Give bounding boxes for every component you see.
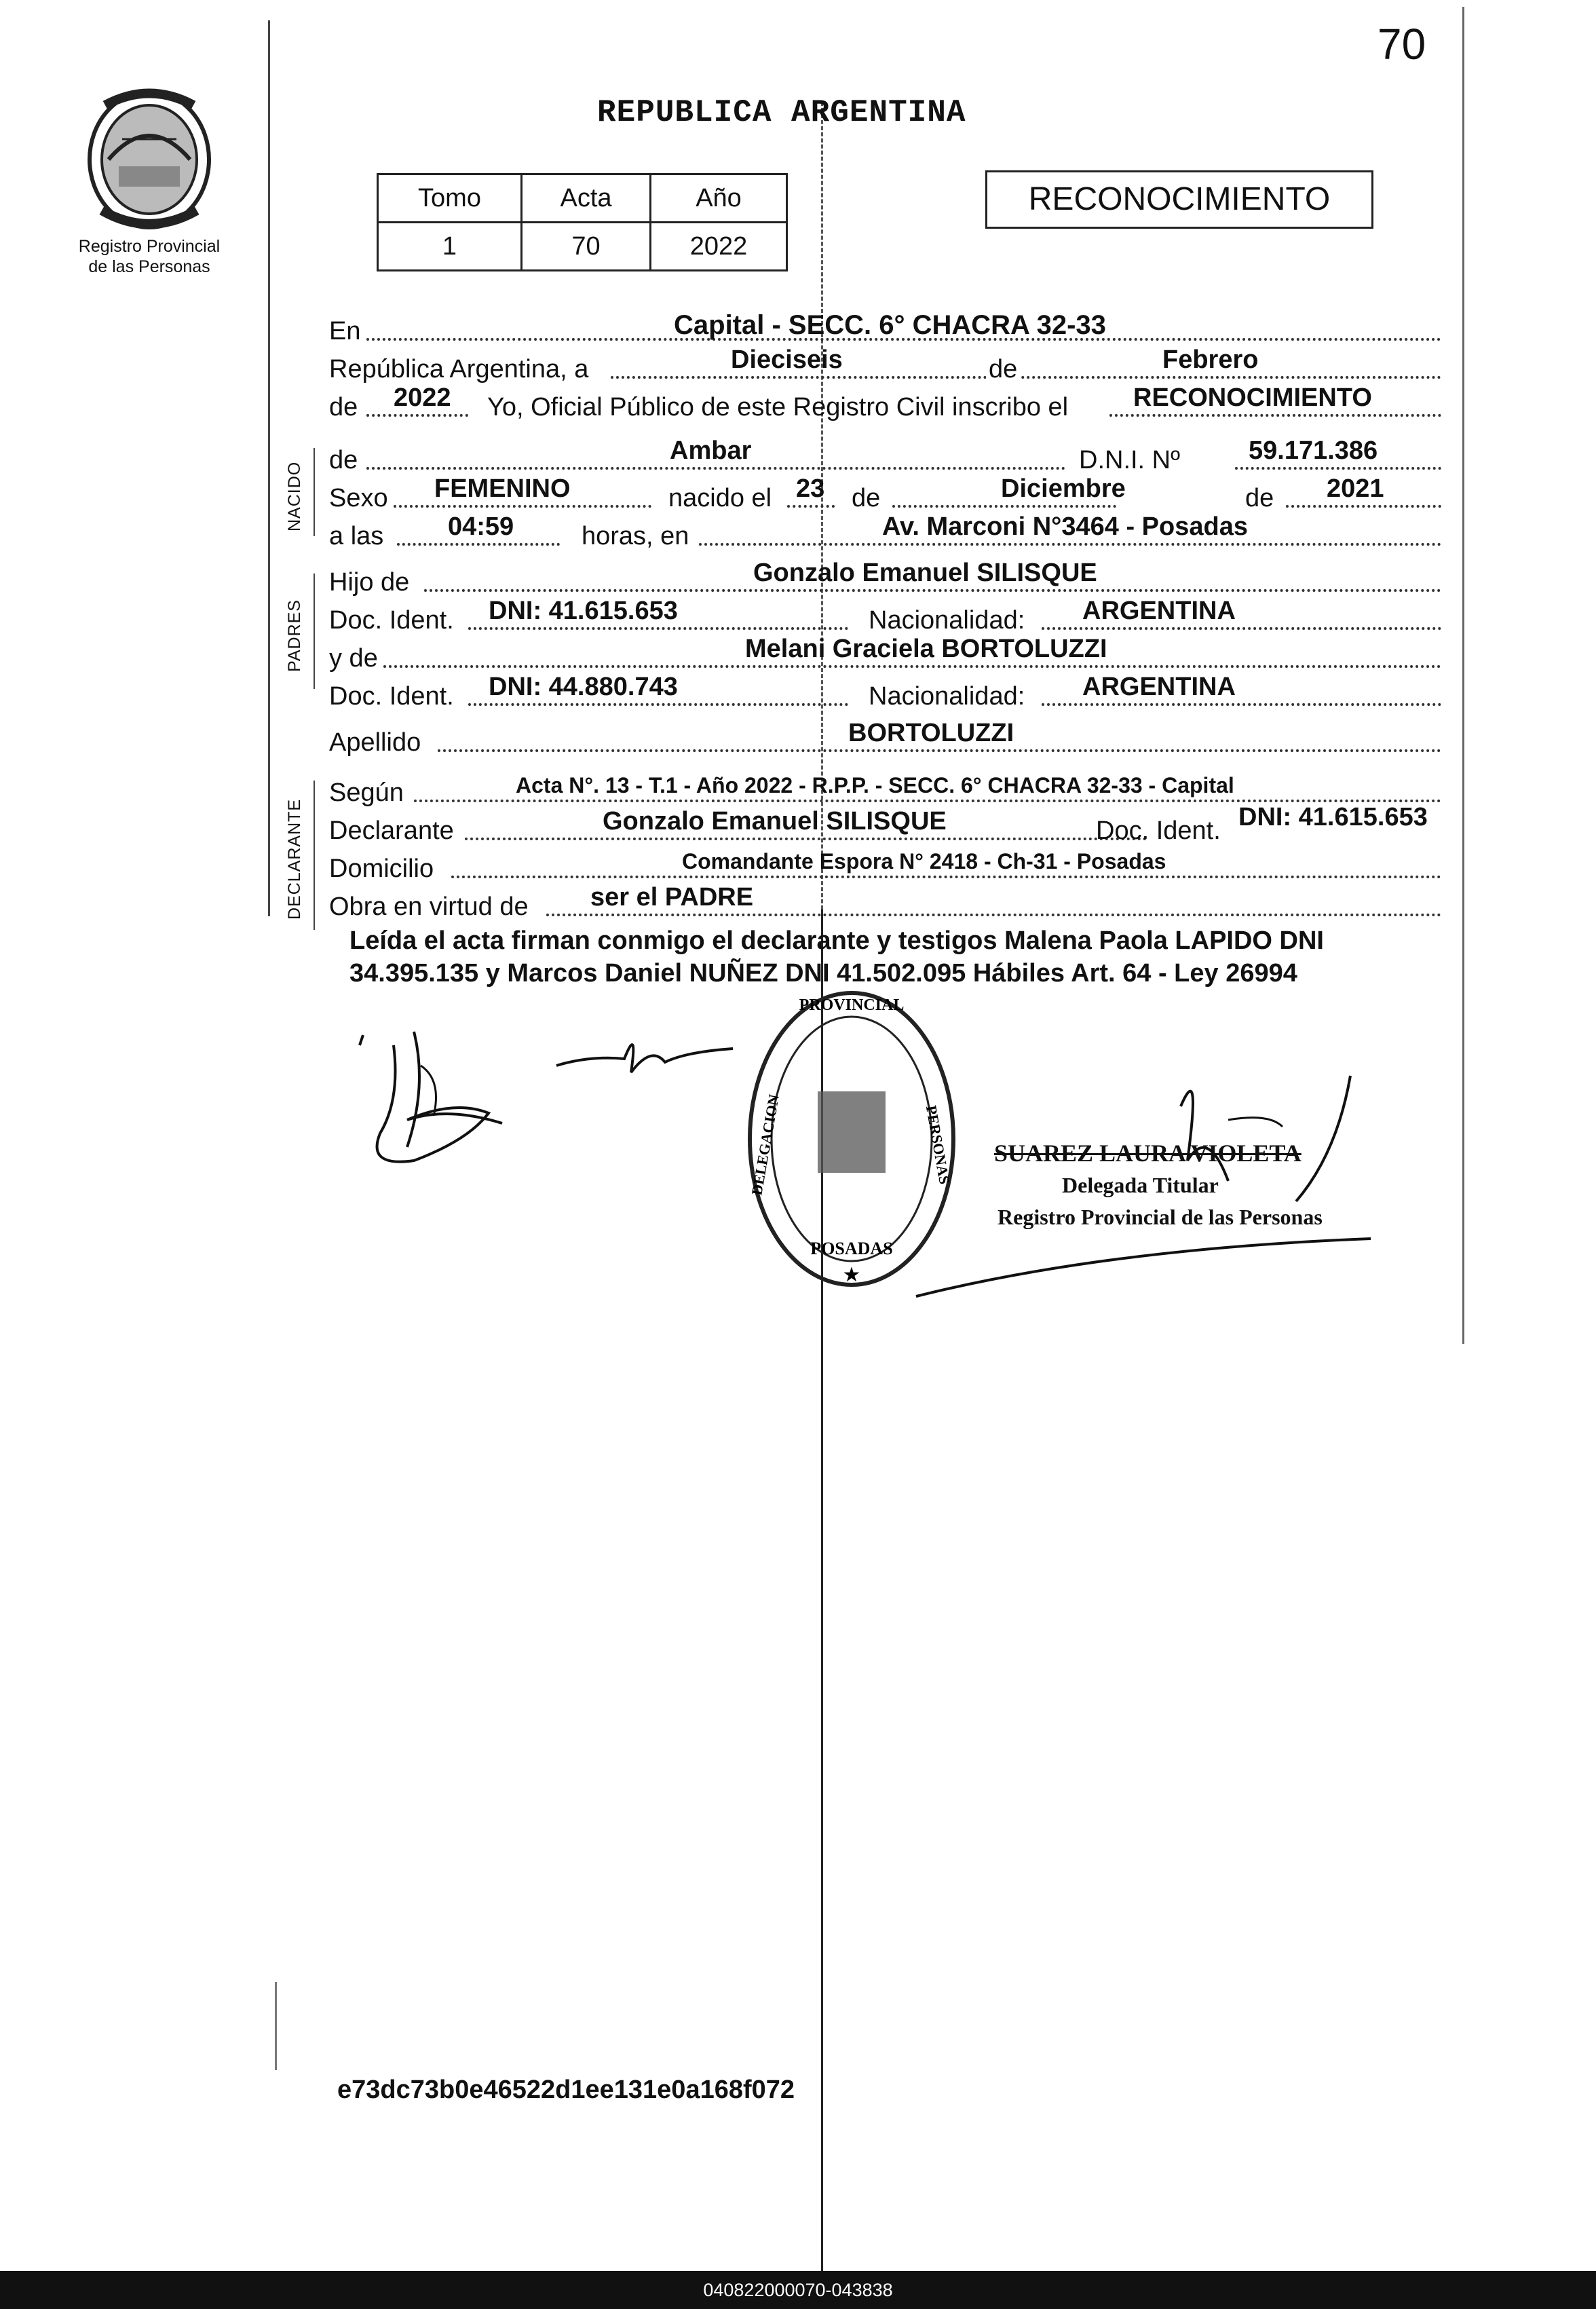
side-bracket-padres [314,574,315,689]
label-hijo-de: Hijo de [329,568,410,597]
registry-table-value-row [378,223,787,271]
dotted-line [699,543,1441,546]
value-acta: 70 [522,223,651,271]
dotted-line [1286,505,1441,508]
svg-text:★: ★ [842,1264,861,1286]
label-nacido-el: nacido el [668,484,772,512]
header-anio: Año [651,174,787,223]
dotted-line [611,376,1441,379]
svg-text:PROVINCIAL: PROVINCIAL [799,996,905,1014]
dotted-line [414,800,1441,802]
dotted-line [787,505,835,508]
dotted-line [465,838,1147,840]
value-nac-anio: 2021 [1327,474,1384,503]
value-hora: 04:59 [448,512,514,541]
page-number: 70 [1378,20,1426,69]
value-padre: Gonzalo Emanuel SILISQUE [753,559,1097,587]
value-anio: 2022 [651,223,787,271]
value-dia: Dieciseis [731,345,843,374]
label-obra: Obra en virtud de [329,893,529,921]
label-a-las: a las [329,522,384,550]
declarant-signature [353,1005,570,1188]
dotted-line [366,414,468,417]
dotted-line [892,505,1116,508]
row-fecha [329,345,1441,388]
svg-text:DELEGACION: DELEGACION [748,1093,782,1197]
label-sexo: Sexo [329,484,388,512]
row-madre-doc [329,673,1441,715]
footer-code: 040822000070-043838 [0,2271,1596,2309]
dotted-line [1042,627,1441,630]
closing-line-1: Leída el acta firman conmigo el declarante y testigos Malena Paola LAPIDO DNI [349,926,1324,955]
left-margin-line-lower [275,1982,277,2070]
svg-text:POSADAS: POSADAS [810,1239,893,1258]
value-tipo: RECONOCIMIENTO [1133,383,1372,412]
value-padre-dni: DNI: 41.615.653 [489,597,678,625]
closing-line-2: 34.395.135 y Marcos Daniel NUÑEZ DNI 41.502.095 Hábiles Art. 64 - Ley 26994 [349,959,1297,988]
label-nacionalidad-madre: Nacionalidad: [869,682,1025,711]
value-nombre: Ambar [670,436,752,465]
dotted-line [546,914,1441,916]
value-segun: Acta N°. 13 - T.1 - Año 2022 - R.P.P. - SECC. 6° CHACRA 32-33 - Capital [516,773,1234,797]
left-margin-line [268,20,270,916]
value-mes: Febrero [1162,345,1259,374]
value-madre: Melani Graciela BORTOLUZZI [745,635,1107,663]
dotted-line [366,467,1065,470]
logo-caption [58,236,241,277]
label-de-nac-anio: de [1245,484,1274,512]
document-hash: e73dc73b0e46522d1ee131e0a168f072 [337,2076,795,2104]
value-declarante-dni: DNI: 41.615.653 [1238,803,1428,831]
label-horas-en: horas, en [582,522,689,550]
value-anio: 2022 [394,383,451,412]
header-tomo: Tomo [378,174,522,223]
row-nombre [329,436,1441,479]
value-domicilio: Comandante Espora N° 2418 - Ch-31 - Posadas [682,849,1166,874]
page-title: REPUBLICA ARGENTINA [597,95,966,130]
side-bracket-nacido [314,448,315,536]
dotted-line [397,543,560,546]
value-apellido: BORTOLUZZI [848,719,1014,747]
row-madre [329,635,1441,677]
value-sexo: FEMENINO [434,474,571,503]
dotted-line [1109,414,1441,417]
right-margin-line [1462,7,1464,1344]
official-office: Registro Provincial de las Personas [998,1205,1323,1229]
value-madre-nac: ARGENTINA [1082,673,1236,701]
registry-table [377,173,788,271]
official-stamp [743,983,960,1295]
dotted-line [424,589,1441,592]
act-type-box: RECONOCIMIENTO [985,170,1373,229]
logo-caption-line1: Registro Provincial [78,237,221,256]
label-declarante: Declarante [329,816,454,845]
value-nac-dia: 23 [796,474,825,503]
label-domicilio: Domicilio [329,855,434,883]
value-tomo: 1 [378,223,522,271]
value-dni: 59.171.386 [1249,436,1378,465]
province-logo [81,85,217,234]
value-obra: ser el PADRE [590,883,754,912]
label-de-nac-mes: de [852,484,881,512]
row-padre-doc [329,597,1441,639]
side-bracket-declarante [314,781,315,930]
value-lugar: Capital - SECC. 6° CHACRA 32-33 [674,310,1106,340]
value-madre-dni: DNI: 44.880.743 [489,673,678,701]
dotted-line [1235,467,1441,470]
dotted-line [451,876,1441,878]
label-apellido: Apellido [329,728,421,757]
label-de-nombre: de [329,446,358,474]
value-padre-nac: ARGENTINA [1082,597,1236,625]
row-obra [329,883,1441,926]
official-name: SUAREZ LAURA VIOLETA [994,1140,1302,1167]
row-apellido [329,719,1441,762]
header-acta: Acta [522,174,651,223]
label-doc-ident-declarante: Doc. Ident. [1096,816,1221,845]
value-lugar-nac: Av. Marconi N°3464 - Posadas [882,512,1248,541]
logo-caption-line2: de las Personas [88,257,210,276]
side-label-padres: PADRES [285,599,304,672]
witness-signature [550,1018,746,1100]
value-nac-mes: Diciembre [1001,474,1126,503]
label-nacionalidad: Nacionalidad: [869,606,1025,635]
dotted-line [1042,703,1441,706]
row-hora-lugar [329,512,1441,555]
side-label-nacido: NACIDO [285,461,304,531]
label-republica: República Argentina, a [329,355,589,383]
dotted-line [394,505,651,508]
label-en: En [329,317,361,345]
label-doc-ident-madre: Doc. Ident. [329,682,454,711]
closing-statement [349,924,1462,990]
dotted-line [468,627,848,630]
label-de-anio: de [329,393,358,421]
dotted-line [438,749,1441,752]
label-doc-ident: Doc. Ident. [329,606,454,635]
row-lugar [329,312,1441,350]
label-dni: D.N.I. Nº [1079,446,1180,474]
label-y-de: y de [329,644,378,673]
registry-table-header-row [378,174,787,223]
row-padre [329,559,1441,601]
label-de-mes: de [986,355,1020,384]
row-sexo [329,474,1441,517]
dotted-line [383,665,1441,668]
row-domicilio [329,850,1441,888]
label-oficial: Yo, Oficial Público de este Registro Civil inscribo el [487,393,1069,421]
official-role: Delegada Titular [1062,1173,1219,1197]
row-tipo-inscripcion [329,383,1441,426]
value-declarante: Gonzalo Emanuel SILISQUE [603,807,947,836]
label-segun: Según [329,778,404,807]
svg-text:PERSONAS: PERSONAS [922,1104,953,1186]
side-label-declarante: DECLARANTE [285,798,304,920]
row-declarante [329,803,1441,850]
dotted-line [468,703,848,706]
